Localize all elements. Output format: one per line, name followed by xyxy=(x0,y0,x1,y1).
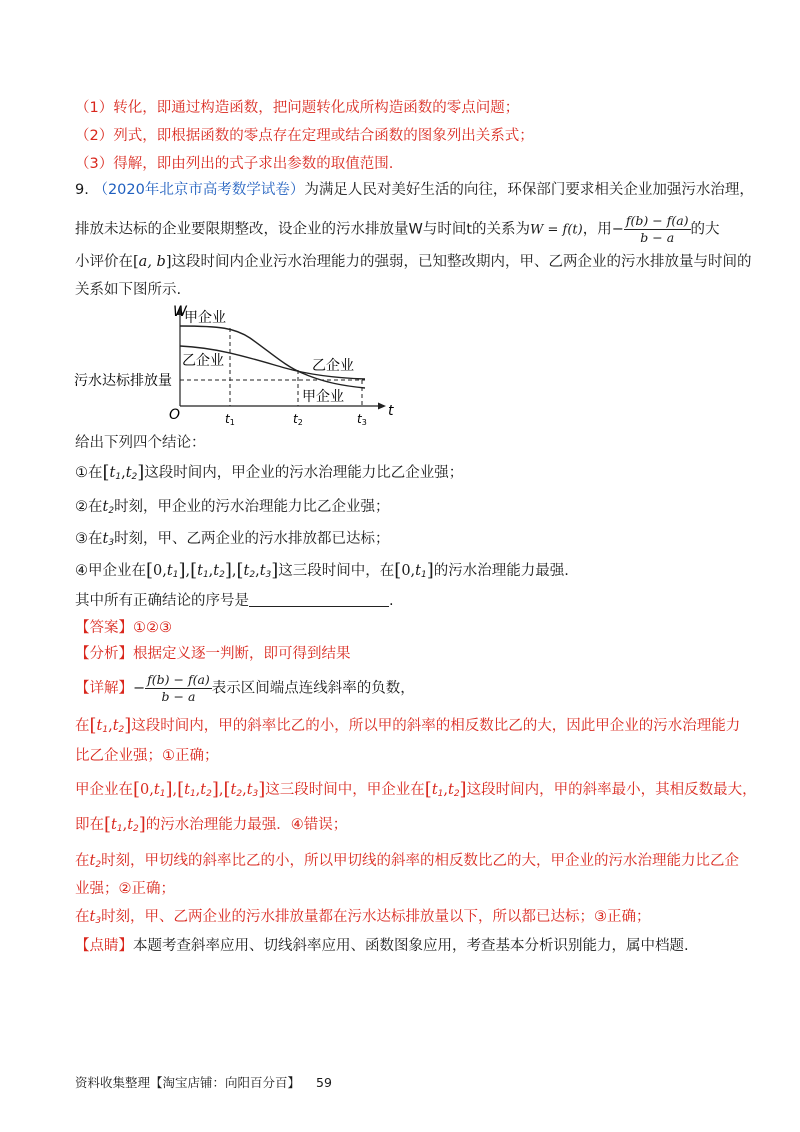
detail-line-5: 即在$[t_1,t_2]$的污水治理能力最强．④错误； xyxy=(75,814,348,835)
y-axis-label: W xyxy=(173,304,187,320)
analysis-text: 根据定义逐一判断，即可得到结果 xyxy=(133,646,351,662)
interval-ab: [a, b] xyxy=(133,254,172,270)
problem-text-2a: 排放未达标的企业要限期整改，设企业的污水排放量W与时间t的关系为 xyxy=(75,221,531,238)
fraction-numerator: f(b) − f(a) xyxy=(625,213,689,228)
conclusion-3: ③在$t_3$时刻，甲、乙两企业的污水排放都已达标； xyxy=(75,531,390,548)
answer-blank xyxy=(249,592,389,607)
detail-line-3: 比乙企业强；①正确； xyxy=(75,748,219,764)
page-number: 59 xyxy=(316,1075,332,1090)
t2-label: t2 xyxy=(293,412,303,427)
detail-line-8: 在$t_3$时刻，甲、乙两企业的污水排放量都在污水达标排放量以下，所以都已达标；③正确； xyxy=(75,909,651,926)
problem-text-2b: ，用 xyxy=(582,221,612,238)
detail-line-4: 甲企业在$[0,t_1],[t_1,t_2],[t_2,t_3]$这三段时间中，甲企业在$[t_1,t_2]$这段时间内，甲的斜率最小，其相反数最大， xyxy=(75,779,757,800)
x-axis-arrow-icon xyxy=(378,403,386,410)
answer-line xyxy=(75,618,172,638)
conclusion-2: ②在$t_2$时刻，甲企业的污水治理能力比乙企业强； xyxy=(75,499,390,516)
comment-line xyxy=(75,936,689,956)
page-footer xyxy=(75,1073,332,1091)
problem-text-3a: 小评价在 xyxy=(75,254,133,270)
company-b-label: 乙企业 xyxy=(182,353,224,369)
company-a-right-label: 甲企业 xyxy=(302,389,344,405)
problem-line-1 xyxy=(75,180,754,200)
standard-level-label: 污水达标排放量 xyxy=(74,373,172,389)
analysis-label: 【分析】 xyxy=(75,646,133,662)
conclusions-intro: 给出下列四个结论： xyxy=(75,435,206,451)
detail-line-6: 在$t_2$时刻，甲切线的斜率比乙的小，所以甲切线的斜率的相反数比乙的大，甲企业的污水治理能力比乙企 xyxy=(75,853,740,870)
comment-text: 本题考查斜率应用、切线斜率应用、函数图象应用，考查基本分析识别能力，属中档题. xyxy=(133,938,689,954)
x-axis-label: t xyxy=(388,403,394,419)
detail-fraction: $\frac{f(b) - f(a)}{b - a}$ xyxy=(147,672,210,704)
detail-line-1: 【详解】− $\frac{f(b) - f(a)}{b - a}$ 表示区间端点连线斜率的负数， xyxy=(75,672,415,704)
detail-line-2: 在$[t_1,t_2]$这段时间内，甲的斜率比乙的小，所以甲的斜率的相反数比乙的大，因此甲企业的污水治理能力 xyxy=(75,715,741,736)
problem-number: 9. xyxy=(75,182,89,198)
emission-graph xyxy=(70,302,400,430)
problem-line-2 xyxy=(75,213,720,246)
problem-line-4: 关系如下图所示. xyxy=(75,282,182,298)
problem-text-2c: 的大 xyxy=(690,221,720,238)
intro-line-3: （3）得解，即由列出的式子求出参数的取值范围. xyxy=(75,156,394,172)
problem-source[interactable]: （2020年北京市高考数学试卷） xyxy=(93,182,305,198)
problem-text-3b: 这段时间内企业污水治理能力的强弱，已知整改期内，甲、乙两企业的污水排放量与时间的 xyxy=(171,254,752,270)
minus-sign: − xyxy=(611,221,624,238)
conclusion-4: ④甲企业在$[0,t_1],[t_1,t_2],[t_2,t_3]$这三段时间中，在$[0,t_1]$的污水治理能力最强. xyxy=(75,560,569,581)
fraction-denominator: b − a xyxy=(640,230,675,245)
company-a-label: 甲企业 xyxy=(184,310,226,326)
detail-label: 【详解】 xyxy=(75,680,133,697)
detail-line-7: 业强；②正确； xyxy=(75,881,175,897)
conclusion-1: ①在$[t_1,t_2]$这段时间内，甲企业的污水治理能力比乙企业强； xyxy=(75,462,464,483)
question-line: 其中所有正确结论的序号是 . xyxy=(75,593,394,609)
problem-line-3 xyxy=(75,252,752,272)
intro-line-2: （2）列式，即根据函数的零点存在定理或结合函数的图象列出关系式； xyxy=(75,128,534,144)
slope-fraction xyxy=(624,213,691,246)
formula-w-ft: W = f(t) xyxy=(530,222,583,238)
t1-label: t1 xyxy=(225,412,235,427)
analysis-line xyxy=(75,644,351,664)
comment-label: 【点睛】 xyxy=(75,938,133,954)
footer-text: 资料收集整理【淘宝店铺：向阳百分百】 xyxy=(75,1075,301,1090)
problem-text-1: 为满足人民对美好生活的向往，环保部门要求相关企业加强污水治理， xyxy=(304,182,754,198)
t3-label: t3 xyxy=(357,412,367,427)
answer-value: ①②③ xyxy=(133,620,172,636)
answer-label: 【答案】 xyxy=(75,620,133,636)
company-b-right-label: 乙企业 xyxy=(312,358,354,374)
origin-label: O xyxy=(169,407,181,423)
intro-line-1: （1）转化，即通过构造函数，把问题转化成所构造函数的零点问题； xyxy=(75,100,520,116)
